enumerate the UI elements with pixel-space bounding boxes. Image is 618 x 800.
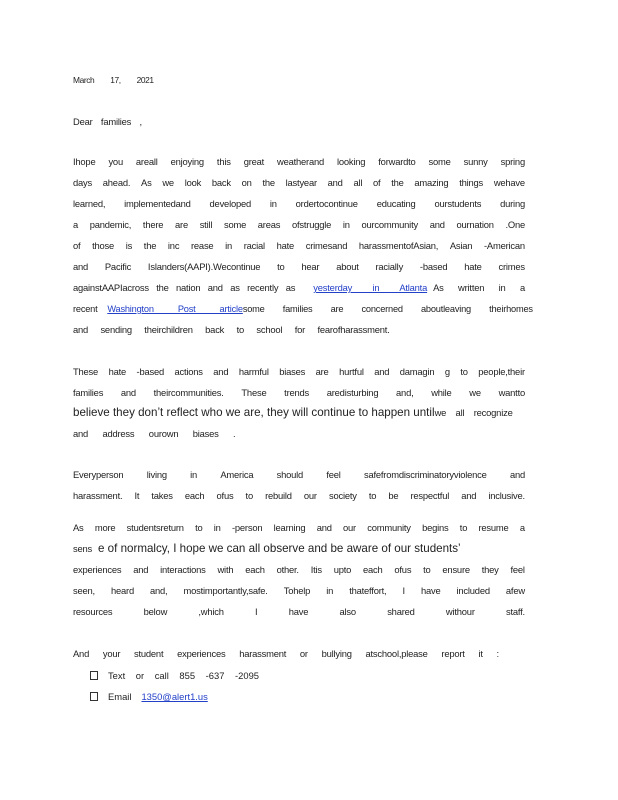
link-washington-post-article[interactable]: Washington Post article	[107, 303, 243, 314]
word: hurtful	[339, 366, 364, 377]
word: other.	[276, 564, 299, 575]
word: againstAAPIacross	[73, 282, 149, 293]
word: begins	[422, 522, 449, 533]
word: enjoying	[170, 156, 204, 167]
word: -American	[484, 240, 525, 251]
word: areall	[135, 156, 158, 167]
word: ,which	[198, 606, 224, 617]
word: studentsreturn	[126, 522, 184, 533]
word: I	[402, 585, 405, 596]
paragraph-text: sens	[73, 543, 93, 554]
word: still	[199, 219, 213, 230]
word: and	[73, 261, 89, 272]
word: seen,	[73, 585, 95, 596]
word: feel	[326, 469, 341, 480]
word: is	[125, 240, 133, 251]
word: to	[195, 522, 203, 533]
word: takes	[151, 490, 173, 501]
word: the	[143, 240, 157, 251]
word: and	[316, 522, 332, 533]
word: .One	[505, 219, 525, 230]
word: as	[230, 282, 240, 293]
word: harassment	[239, 648, 287, 659]
word: ofstruggle	[291, 219, 332, 230]
word: families	[73, 387, 104, 398]
paragraph-line	[73, 366, 525, 378]
word: -based	[136, 366, 164, 377]
word: are	[315, 366, 329, 377]
word: ofus	[216, 490, 234, 501]
word: inc	[167, 240, 180, 251]
bullet-icon	[90, 692, 98, 701]
paragraph-text: recent	[73, 303, 98, 314]
paragraph-text	[73, 282, 313, 294]
word: Ihope	[73, 156, 96, 167]
paragraph-line	[73, 261, 525, 273]
word: lastyear	[285, 177, 317, 188]
word: nation	[176, 282, 201, 293]
word: have	[420, 585, 441, 596]
word: each	[245, 564, 265, 575]
word: staff.	[506, 606, 525, 617]
word: amazing	[414, 177, 449, 188]
paragraph-1-line-9: and sending theirchildren back to school for fearofharassment.	[73, 324, 390, 335]
paragraph-1-line-7	[73, 282, 525, 294]
word: safefromdiscriminatoryviolence	[363, 469, 487, 480]
word: ahead.	[102, 177, 131, 188]
word: a	[73, 219, 79, 230]
link-yesterday-in-atlanta[interactable]: yesterday in Atlanta	[313, 282, 428, 293]
bullet-text-call	[90, 670, 259, 682]
word: learning	[273, 522, 306, 533]
word: feel	[510, 564, 525, 575]
word: be	[388, 490, 399, 501]
word: there	[142, 219, 164, 230]
word: aredisturbing	[326, 387, 379, 398]
word: And	[73, 648, 90, 659]
word: as	[285, 282, 296, 293]
word: or	[299, 648, 308, 659]
word: weatherand	[277, 156, 325, 167]
word: Everyperson	[73, 469, 124, 480]
word: thateffort,	[349, 585, 387, 596]
word: of	[373, 177, 381, 188]
word: It	[134, 490, 140, 501]
word: and,	[150, 585, 168, 596]
word: racially	[375, 261, 404, 272]
word: rease	[191, 240, 214, 251]
word: biases	[279, 366, 306, 377]
word: and	[327, 177, 343, 188]
paragraph-text-large: believe they don’t reflect who we are, they will continue to happen until	[73, 406, 435, 419]
word: -based	[419, 261, 448, 272]
word: living	[146, 469, 167, 480]
word: respectful	[410, 490, 450, 501]
word: each	[363, 564, 383, 575]
word: and,	[396, 387, 414, 398]
word: mostimportantly,safe.	[183, 585, 268, 596]
word: more	[94, 522, 116, 533]
word: hate	[108, 366, 127, 377]
word: people,their	[478, 366, 525, 377]
word: wantto	[498, 387, 525, 398]
word: America	[220, 469, 254, 480]
paragraph-line	[73, 469, 525, 481]
word: we	[162, 177, 174, 188]
word: some	[428, 156, 451, 167]
word: report	[441, 648, 465, 659]
word: some	[223, 219, 247, 230]
word: your	[102, 648, 121, 659]
word: areas	[257, 219, 281, 230]
word: ourstudents	[434, 198, 482, 209]
word: hear	[301, 261, 320, 272]
word: with	[217, 564, 234, 575]
word: developed	[209, 198, 252, 209]
paragraph-2-line-4: and address ourown biases .	[73, 428, 236, 439]
word: those	[92, 240, 115, 251]
word: implementedand	[124, 198, 191, 209]
paragraph-text: some families are concerned aboutleaving theirhomes	[242, 303, 533, 314]
word: days	[73, 177, 93, 188]
contact-email-label: Email	[108, 691, 132, 702]
word: it	[478, 648, 483, 659]
word: while	[431, 387, 452, 398]
word: have	[288, 606, 309, 617]
word: great	[243, 156, 265, 167]
word: and	[429, 219, 445, 230]
word: during	[500, 198, 525, 209]
paragraph-line	[73, 585, 525, 597]
word: should	[276, 469, 304, 480]
word: ensure	[442, 564, 470, 575]
paragraph-line	[73, 219, 525, 231]
paragraph-line	[73, 240, 525, 252]
word: recently	[247, 282, 279, 293]
word: also	[339, 606, 356, 617]
word: shared	[387, 606, 415, 617]
word: pandemic,	[89, 219, 132, 230]
paragraph-text: we all recognize	[434, 407, 513, 418]
word: in	[225, 240, 233, 251]
word: trends	[284, 387, 310, 398]
word: sunny	[463, 156, 488, 167]
word: in	[269, 198, 277, 209]
word: this	[216, 156, 231, 167]
word: to	[423, 564, 431, 575]
word: educating	[376, 198, 416, 209]
word: looking	[337, 156, 366, 167]
word: to	[245, 490, 253, 501]
word: in	[326, 585, 334, 596]
word: interactions	[160, 564, 206, 575]
word: the	[391, 177, 404, 188]
letter-date: March 17, 2021	[73, 75, 154, 85]
word: forwardto	[378, 156, 416, 167]
word: to	[460, 366, 468, 377]
word: bullying	[321, 648, 352, 659]
word: we	[469, 387, 481, 398]
bullet-email	[90, 691, 232, 703]
word: hate	[276, 240, 295, 251]
word: resume	[478, 522, 509, 533]
word: all	[353, 177, 363, 188]
word: ournation	[456, 219, 494, 230]
word: back	[211, 177, 231, 188]
word: and	[213, 366, 229, 377]
word: student	[134, 648, 164, 659]
word: in	[342, 219, 350, 230]
word: things	[459, 177, 484, 188]
word: of	[73, 240, 81, 251]
word: society	[328, 490, 357, 501]
word: actions	[174, 366, 203, 377]
word: in	[213, 522, 221, 533]
word: and	[509, 469, 525, 480]
word: damagin	[399, 366, 435, 377]
word: As	[141, 177, 152, 188]
word: and	[133, 564, 149, 575]
word: wehave	[493, 177, 525, 188]
paragraph-2-line-3	[73, 407, 525, 419]
word: each	[184, 490, 205, 501]
word: on	[241, 177, 252, 188]
word: crimes	[498, 261, 525, 272]
word: to	[277, 261, 285, 272]
word: rebuild	[265, 490, 292, 501]
word: and	[374, 366, 390, 377]
word: afew	[505, 585, 525, 596]
letter-greeting: Dear families ,	[73, 116, 142, 127]
word: to	[368, 490, 377, 501]
word: you	[108, 156, 123, 167]
word: heard	[110, 585, 134, 596]
paragraph-4-line-1	[73, 522, 525, 534]
paragraph-line	[73, 198, 525, 210]
word: I	[255, 606, 258, 617]
word: :	[496, 648, 499, 659]
word: harmful	[238, 366, 269, 377]
word: These	[241, 387, 267, 398]
paragraph-line	[73, 490, 525, 502]
paragraph-line	[73, 156, 525, 168]
word: upto	[333, 564, 352, 575]
word: Islanders(AAPI).Wecontinue	[147, 261, 261, 272]
word: experiences	[73, 564, 122, 575]
word: below	[143, 606, 168, 617]
word: atschool,please	[365, 648, 428, 659]
word: experiences	[177, 648, 226, 659]
paragraph-text: As written in a	[433, 282, 525, 293]
word: in	[190, 469, 198, 480]
word: harassmentofAsian,	[358, 240, 439, 251]
word: and	[461, 490, 477, 501]
word: Pacific	[104, 261, 132, 272]
paragraph-text-large: e of normalcy, I hope we can all observe and be aware of our students’	[98, 542, 461, 555]
word: are	[175, 219, 188, 230]
contact-email-link[interactable]: 1350@alert1.us	[141, 691, 208, 702]
word: harassment.	[73, 490, 123, 501]
word: -person	[231, 522, 263, 533]
word: look	[184, 177, 202, 188]
word: hate	[464, 261, 482, 272]
word: withour	[445, 606, 475, 617]
word: the	[262, 177, 275, 188]
word: and	[207, 282, 223, 293]
paragraph-line	[73, 387, 525, 399]
paragraph-5	[73, 648, 499, 660]
paragraph-1-line-8	[73, 303, 533, 315]
word: and	[120, 387, 136, 398]
word: the	[156, 282, 169, 293]
word: spring	[500, 156, 525, 167]
word: to	[459, 522, 468, 533]
word: These	[73, 366, 99, 377]
word: crimesand	[305, 240, 348, 251]
word: a	[519, 522, 525, 533]
word: inclusive.	[488, 490, 525, 501]
word: resources	[73, 606, 113, 617]
word: our	[343, 522, 356, 533]
paragraph-line	[73, 564, 525, 576]
paragraph-4-line-2	[73, 543, 525, 555]
bullet-icon	[90, 671, 98, 680]
word: racial	[243, 240, 265, 251]
word: Tohelp	[283, 585, 311, 596]
contact-phone: Text or call 855 -637 -2095	[108, 670, 260, 681]
word: community	[367, 522, 411, 533]
word: learned,	[73, 198, 106, 209]
word: As	[73, 522, 84, 533]
word: ofus	[394, 564, 412, 575]
word: theircommunities.	[153, 387, 224, 398]
word: about	[336, 261, 359, 272]
word: ourcommunity	[361, 219, 418, 230]
paragraph-line	[73, 177, 525, 189]
word: they	[481, 564, 499, 575]
word: g	[444, 366, 450, 377]
word: Itis	[310, 564, 322, 575]
word: ordertocontinue	[295, 198, 358, 209]
paragraph-line	[73, 606, 525, 618]
word: our	[303, 490, 317, 501]
word: included	[456, 585, 490, 596]
word: Asian	[449, 240, 473, 251]
